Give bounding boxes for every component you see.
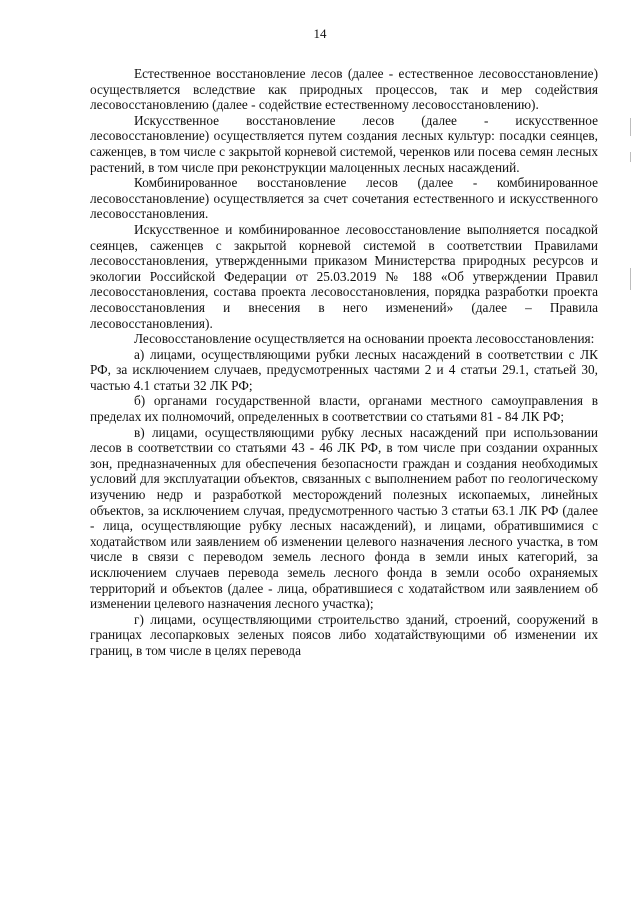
list-item-g: г) лицами, осуществляющими строительство зданий, строений, сооружений в границах лесопарковых зеленых поясов либо ходатайствующими об изменении их границ, в том числе в целях перевода bbox=[90, 611, 598, 658]
document-body bbox=[90, 66, 598, 659]
paragraph-combined-reforestation: Комбинированное восстановление лесов (далее - комбинированное лесовосстановление) осуществляется за счет сочетания естественного и искусственного лесовосстановления. bbox=[90, 175, 598, 222]
scan-edge-mark bbox=[630, 152, 631, 162]
paragraph-reforestation-rules: Искусственное и комбинированное лесовосстановление выполняется посадкой сеянцев, саженцев с закрытой корневой системой в соответствии Правилами лесовосстановления, утвержденными приказом Министерства природных ресурсов и экологии Российской Федерации от 25.03.2019 № 188 «Об утверждении Правил лесовосстановления, состава проекта лесовосстановления, порядка разработки проекта лесовосстановления и внесения в него изменений» (далее – Правила лесовосстановления). bbox=[90, 221, 598, 331]
list-item-a: а) лицами, осуществляющими рубки лесных насаждений в соответствии с ЛК РФ, за исключением случаев, предусмотренных частями 2 и 4 статьи 29.1, статьей 30, частью 4.1 статьи 32 ЛК РФ; bbox=[90, 346, 598, 393]
page-number: 14 bbox=[313, 26, 327, 41]
list-item-v: в) лицами, осуществляющими рубку лесных насаждений при использовании лесов в соответствии со статьями 43 - 46 ЛК РФ, в том числе при создании охранных зон, предназначенных для обеспечения безопасности граждан и создания необходимых условий для эксплуатации объектов, связанных с выполнением работ по геологическому изучению недр и разработкой месторождений полезных ископаемых, линейных объектов, за исключением случая, предусмотренного частью 3 статьи 63.1 ЛК РФ (далее - лица, осуществляющие рубку лесных насаждений), и лицами, обратившимися с ходатайством или заявлением об изменении целевого назначения лесного участка, в том числе в связи с переводом земель лесного фонда в земли иных категорий, за исключением случаев перевода земель лесного фонда в земли особо охраняемых территорий и объектов (далее - лица, обратившиеся с ходатайством или заявлением об изменении целевого назначения лесного участка); bbox=[90, 424, 598, 612]
list-item-b: б) органами государственной власти, органами местного самоуправления в пределах их полномочий, определенных в соответствии со статьями 81 - 84 ЛК РФ; bbox=[90, 393, 598, 425]
paragraph-natural-reforestation: Естественное восстановление лесов (далее - естественное лесовосстановление) осуществляется вследствие как природных процессов, так и мер содействия лесовосстановлению (далее - содействие естественному лесовосстановлению). bbox=[90, 66, 598, 113]
scan-edge-mark bbox=[630, 268, 631, 290]
paragraph-artificial-reforestation: Искусственное восстановление лесов (далее - искусственное лесовосстановление) осуществляется путем создания лесных культур: посадки сеянцев, саженцев, в том числе с закрытой корневой системой, черенков или посева семян лесных растений, в том числе при реконструкции малоценных лесных насаждений. bbox=[90, 112, 598, 175]
paragraph-reforestation-basis: Лесовосстановление осуществляется на основании проекта лесовосстановления: bbox=[134, 331, 595, 347]
scan-edge-mark bbox=[630, 118, 631, 136]
